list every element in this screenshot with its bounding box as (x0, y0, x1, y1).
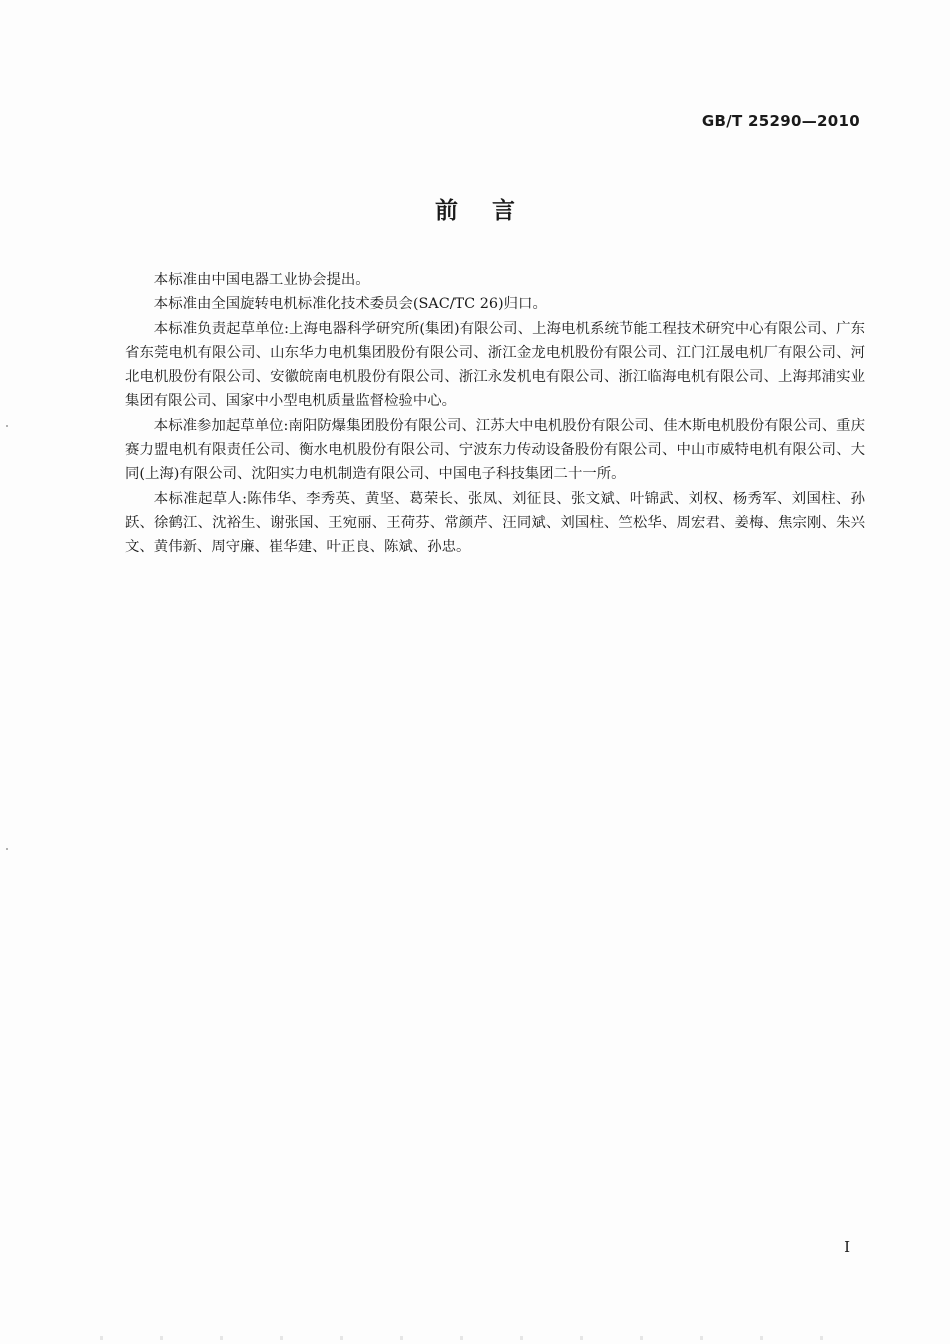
page-title: 前言 (435, 198, 549, 224)
paragraph-proposer: 本标准由中国电器工业协会提出。 (153, 272, 370, 288)
paragraph-committee: 本标准由全国旋转电机标准化技术委员会(SAC/TC 26)归口。 (153, 296, 547, 313)
scan-speck (6, 425, 8, 427)
page-number: I (844, 1238, 850, 1256)
paragraph-main-drafters: 本标准负责起草单位:上海电器科学研究所(集团)有限公司、上海电机系统节能工程技术研究中心有限公司、广东省东莞电机有限公司、山东华力电机集团股份有限公司、浙江金龙电机股份有限公司、江门江晟电机厂有限公司、河北电机股份有限公司、安徽皖南电机股份有限公司、浙江永发机电有限公司、浙江临海电机有限公司、上海邦浦实业集团有限公司、国家中小型电机质量监督检验中心。 (125, 320, 865, 410)
scan-speck (6, 848, 8, 850)
paragraph-participating-drafters: 本标准参加起草单位:南阳防爆集团股份有限公司、江苏大中电机股份有限公司、佳木斯电机股份有限公司、重庆赛力盟电机有限责任公司、衡水电机股份有限公司、宁波东力传动设备股份有限公司、中山市威特电机有限公司、大同(上海)有限公司、沈阳实力电机制造有限公司、中国电子科技集团二十一所。 (125, 417, 865, 483)
paragraph-drafting-persons: 本标准起草人:陈伟华、李秀英、黄坚、葛荣长、张凤、刘征艮、张文斌、叶锦武、刘权、杨秀军、刘国柱、孙跃、徐鹤江、沈裕生、谢张国、王宛丽、王荷芬、常颜芹、汪同斌、刘国柱、竺松华、周宏君、姜梅、焦宗刚、朱兴文、黄伟新、周守廉、崔华建、叶正良、陈斌、孙忠。 (125, 490, 865, 556)
standard-number: GB/T 25290—2010 (701, 112, 860, 130)
scan-noise (100, 1336, 860, 1340)
body-text (125, 268, 865, 560)
